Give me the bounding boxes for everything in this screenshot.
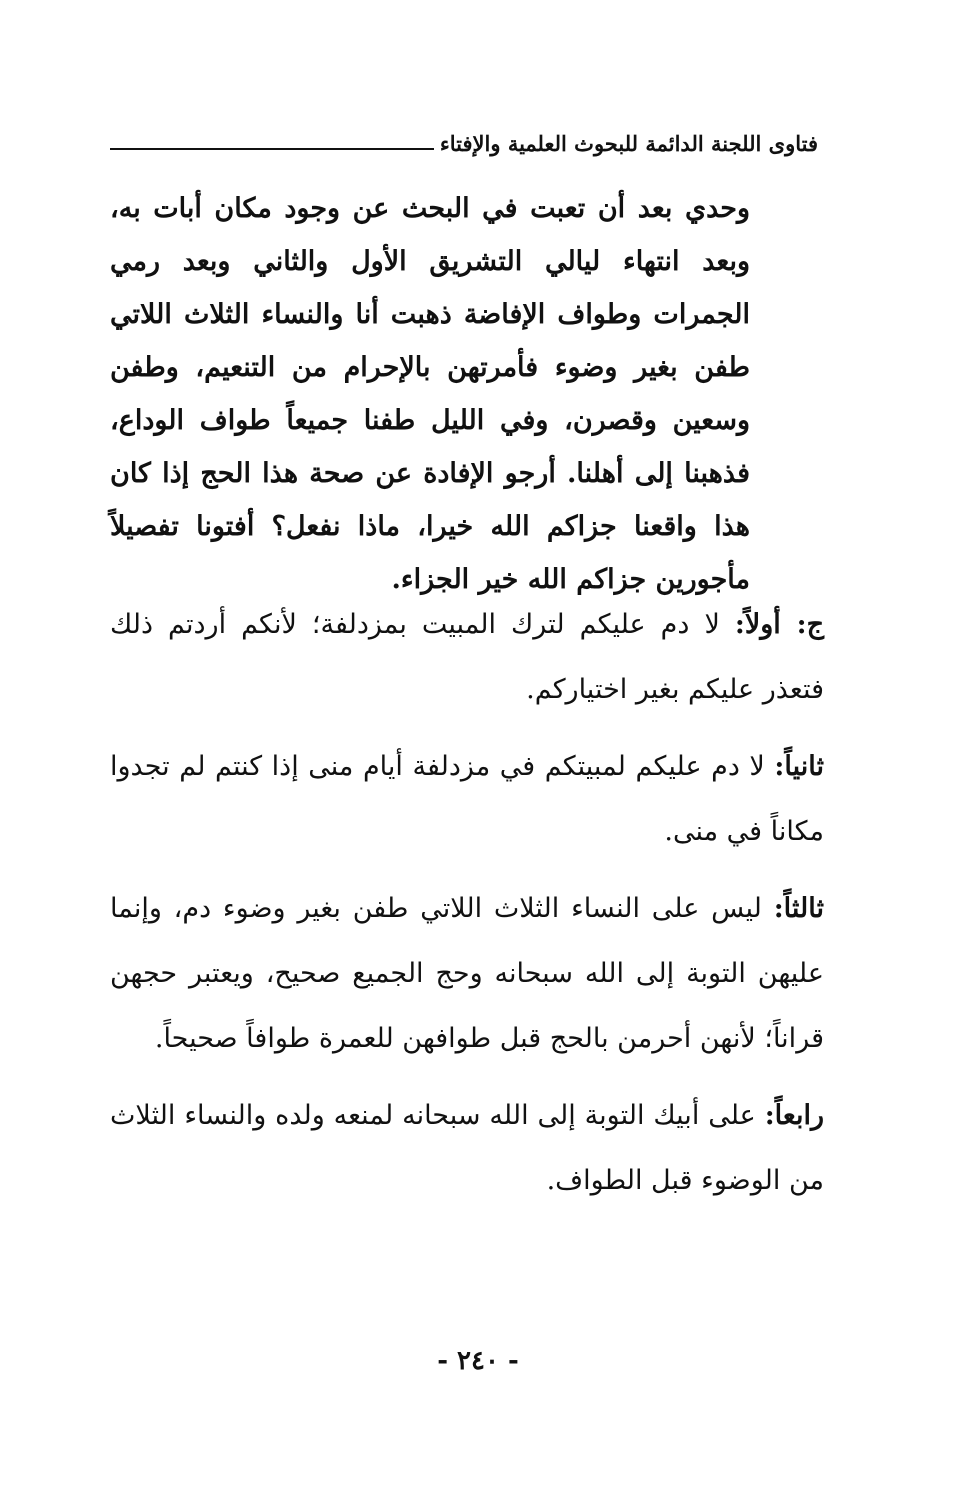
page-number: - ٢٤٠ - xyxy=(437,1346,519,1376)
header-title: فتاوى اللجنة الدائمة للبحوث العلمية والإفتاء xyxy=(439,131,818,156)
answer-paragraph-third xyxy=(110,876,824,1071)
question-text: وحدي بعد أن تعبت في البحث عن وجود مكان أبات به، وبعد انتهاء ليالي التشريق الأول والثاني وبعد رمي الجمرات وطواف الإفاضة ذهبت أنا والنساء الثلاث اللاتي طفن بغير وضوء فأمرتهن بالإحرام من التنعيم، وطفن وسعين وقصرن، وفي الليل طفنا جميعاً طواف الوداع، فذهبنا إلى أهلنا. أرجو الإفادة عن صحة هذا الحج إذا كان هذا واقعنا جزاكم الله خيرا، ماذا نفعل؟ أفتونا تفصيلاً مأجورين جزاكم الله خير الجزاء. xyxy=(110,193,750,595)
answer-paragraph-first xyxy=(110,592,824,722)
answer-lead-first: ج: أولاً: xyxy=(734,609,824,640)
answer-text-first: لا دم عليكم لترك المبيت بمزدلفة؛ لأنكم أردتم ذلك فتعذر عليكم بغير اختياركم. xyxy=(110,609,824,705)
answer-text-third: ليس على النساء الثلاث اللاتي طفن بغير وضوء دم، وإنما عليهن التوبة إلى الله سبحانه وحج الجميع صحيح، ويعتبر حجهن قراناً؛ لأنهن أحرمن بالحج قبل طوافهن للعمرة طوافاً صحيحاً. xyxy=(110,893,824,1054)
header-rule xyxy=(110,148,434,150)
answer-lead-second: ثانياً: xyxy=(774,751,824,782)
answer-lead-fourth: رابعاً: xyxy=(764,1100,824,1131)
answer-paragraph-second xyxy=(110,734,824,864)
answer-text-fourth: على أبيك التوبة إلى الله سبحانه لمنعه ولده والنساء الثلاث من الوضوء قبل الطواف. xyxy=(110,1100,824,1196)
answer-section xyxy=(110,592,824,1225)
answer-text-second: لا دم عليكم لمبيتكم في مزدلفة أيام منى إذا كنتم لم تجدوا مكاناً في منى. xyxy=(110,751,824,847)
answer-paragraph-fourth xyxy=(110,1083,824,1213)
answer-lead-third: ثالثاً: xyxy=(773,893,824,924)
running-header xyxy=(110,118,818,158)
